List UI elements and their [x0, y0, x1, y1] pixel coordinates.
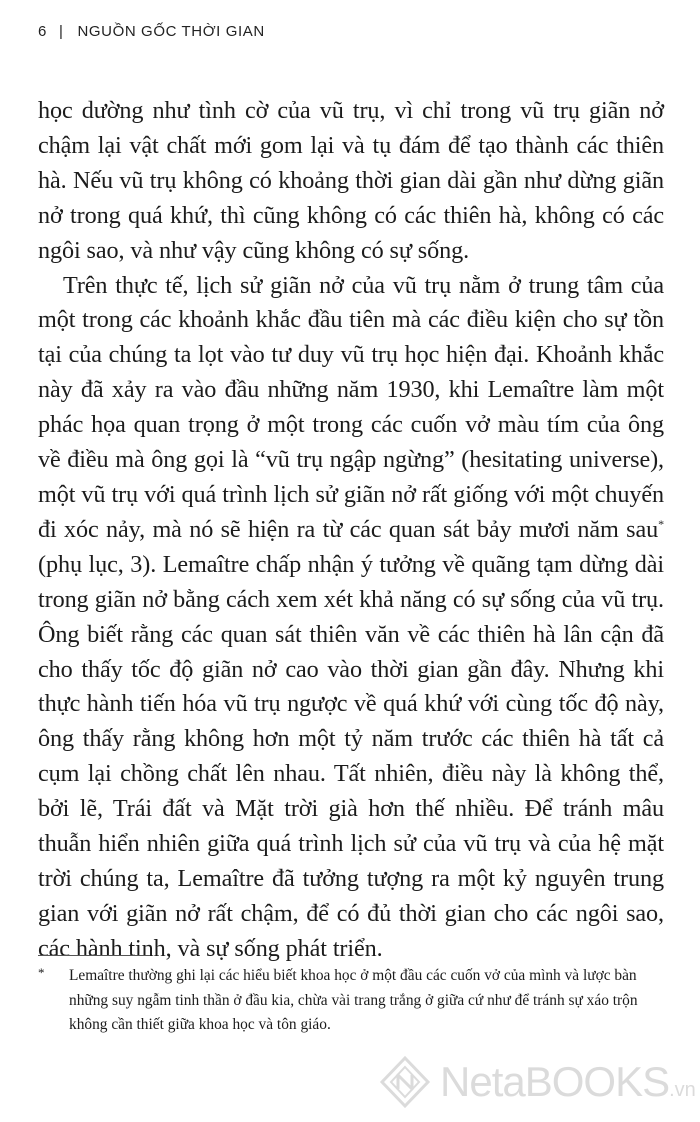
paragraph-2	[38, 269, 664, 967]
main-text	[38, 94, 664, 967]
footnote-marker: *	[38, 965, 45, 980]
netabooks-watermark	[378, 1053, 696, 1117]
paragraph-2-continuation: (phụ lục, 3). Lemaître chấp nhận ý tưởng về quãng tạm dừng dài trong giãn nở bằng cách xem xét khả năng có sự sống của vũ trụ. Ông biết rằng các quan sát thiên văn về các thiên hà lân cận đã cho thấy tốc độ giãn nở cao vào thời gian gần đây. Nhưng khi thực hành tiến hóa vũ trụ ngược về quá khứ với cùng tốc độ này, ông thấy rằng không hơn một tỷ năm trước các thiên hà tất cả cụm lại chồng chất lên nhau. Tất nhiên, điều này là không thể, bởi lẽ, Trái đất và Mặt trời già hơn thế nhiều. Để tránh mâu thuẫn hiển nhiên giữa quá trình lịch sử của vũ trụ và của hệ mặt trời chúng ta, Lemaître đã tưởng tượng ra một kỷ nguyên trung gian với giãn nở rất chậm, để có đủ thời gian cho các ngôi sao, các hành tinh, và sự sống phát triển.	[38, 550, 664, 962]
paragraph-1: học dường như tình cờ của vũ trụ, vì chỉ trong vũ trụ giãn nở chậm lại vật chất mới gom lại và tụ đám để tạo thành các thiên hà. Nếu vũ trụ không có khoảng thời gian dài gần như dừng giãn nở trong quá khứ, thì cũng không có các thiên hà, không có các ngôi sao, và như vậy cũng không có sự sống.	[38, 97, 664, 264]
running-header	[38, 23, 265, 40]
watermark-suffix: .vn	[669, 1079, 696, 1101]
footnote-text: Lemaître thường ghi lại các hiểu biết khoa học ở một đầu các cuốn vở của mình và lược bàn những suy ngẫm tinh thần ở đầu kia, chừa vài trang trắng ở giữa cứ như để tránh sự xáo trộn không cần thiết giữa khoa học và tôn giáo.	[69, 967, 638, 1033]
paragraph-2-text: Trên thực tế, lịch sử giãn nở của vũ trụ nằm ở trung tâm của một trong các khoảnh khắc đầu tiên mà các điều kiện cho sự tồn tại của chúng ta lọt vào tư duy vũ trụ học hiện đại. Khoảnh khắc này đã xảy ra vào đầu những năm 1930, khi Lemaître làm một phác họa quan trọng ở một trong các cuốn vở màu tím của ông về điều mà ông gọi là “vũ trụ ngập ngừng” (hesitating universe), một vũ trụ với quá trình lịch sử giãn nở rất giống với một chuyến đi xóc nảy, mà nó sẽ hiện ra từ các quan sát bảy mươi năm sau	[38, 271, 664, 543]
header-separator: |	[58, 23, 64, 40]
watermark-text	[440, 1058, 696, 1106]
netabooks-logo-icon	[378, 1055, 432, 1109]
page-number: 6	[38, 23, 47, 40]
footnote-reference: *	[658, 516, 664, 531]
book-title: NGUỒN GỐC THỜI GIAN	[77, 23, 265, 40]
footnote-divider	[38, 955, 150, 956]
watermark-brand: NetaBOOKS	[440, 1058, 670, 1105]
footnote	[38, 964, 668, 1038]
